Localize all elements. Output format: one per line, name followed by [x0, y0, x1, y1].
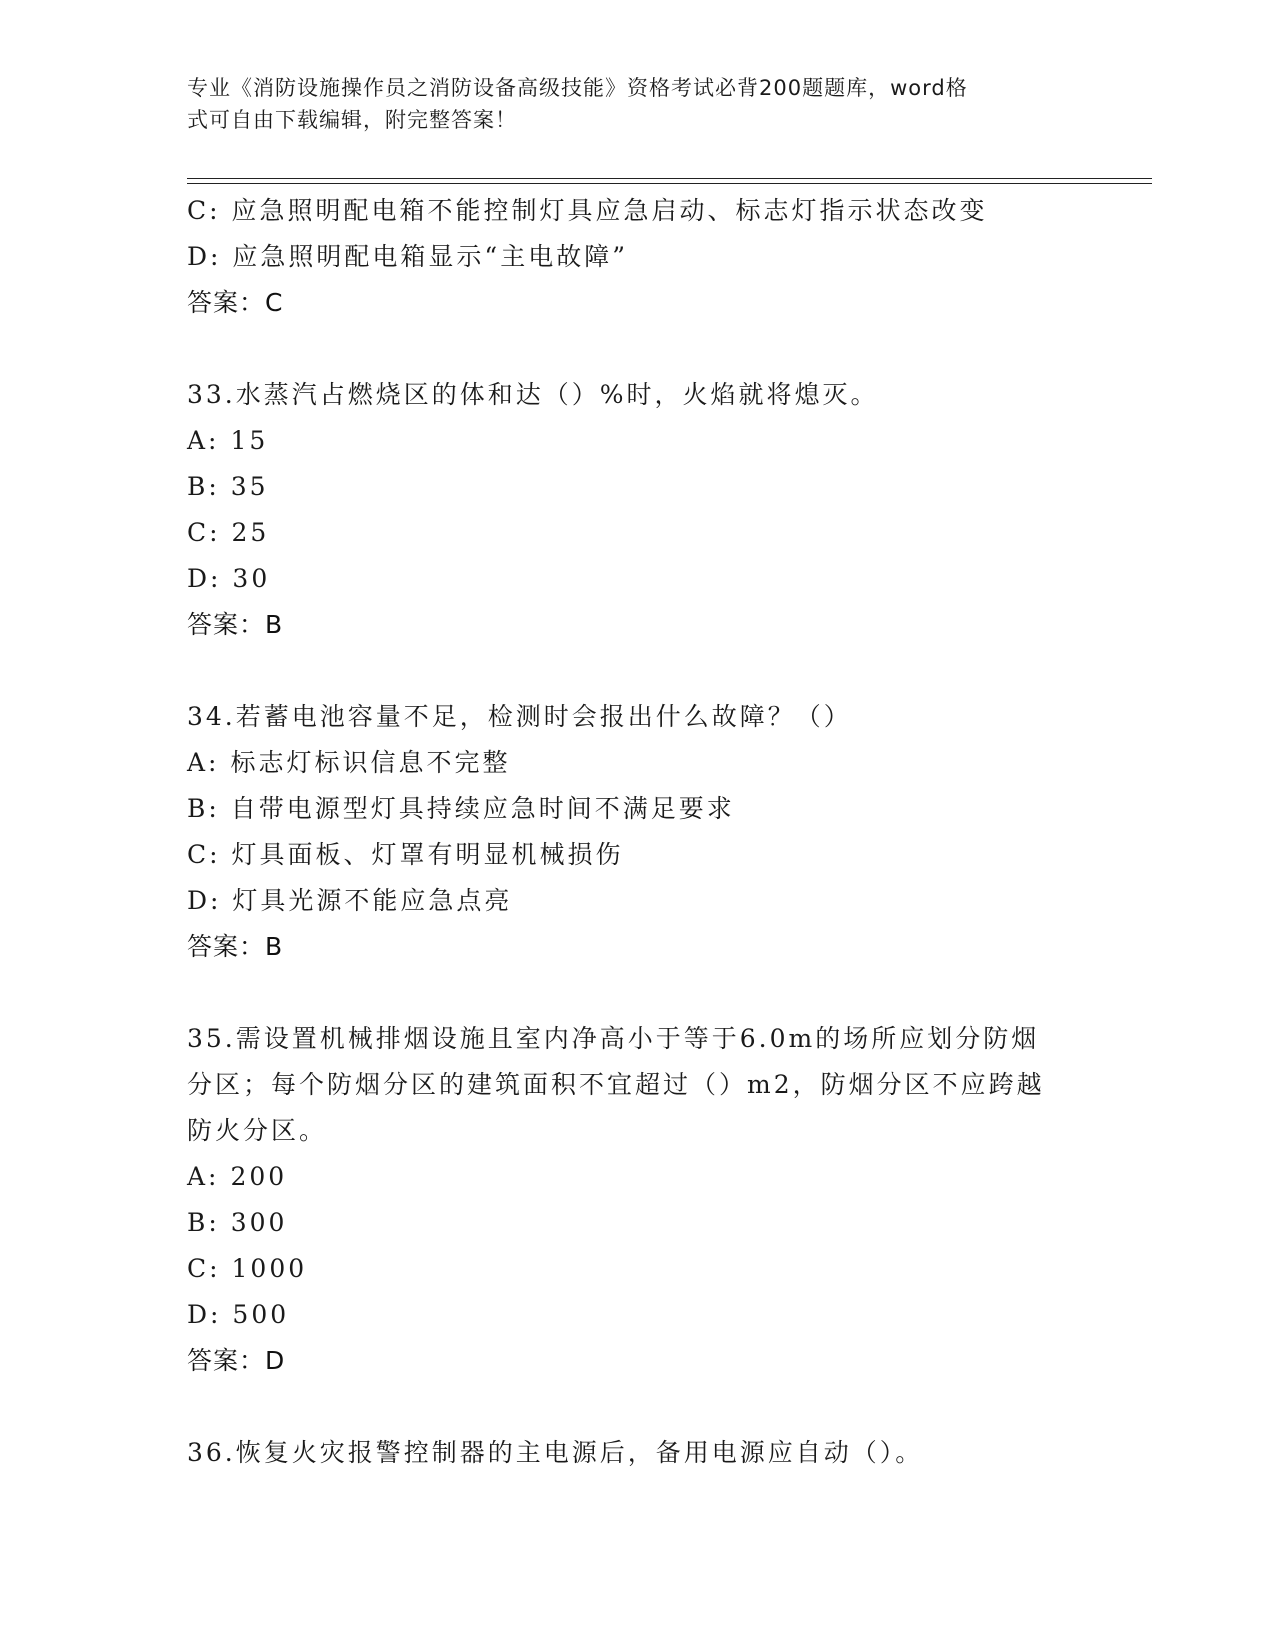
- question-36: [187, 1430, 1067, 1476]
- question-stem: 36.恢复火灾报警控制器的主电源后，备用电源应自动（）。: [187, 1438, 924, 1467]
- question-stem-line-1: 35.需设置机械排烟设施且室内净高小于等于6.0m的场所应划分防烟: [187, 1024, 1040, 1053]
- option-label: C:: [187, 1254, 221, 1283]
- spacer: [187, 970, 1067, 1016]
- option-label: C:: [187, 196, 221, 225]
- question-stem: 34.若蓄电池容量不足，检测时会报出什么故障？（）: [187, 702, 852, 731]
- header-divider-top: [187, 178, 1152, 179]
- question-35: [187, 1016, 1067, 1384]
- option-d: [187, 1292, 1067, 1338]
- spacer: [187, 326, 1067, 372]
- option-c: [187, 832, 1067, 878]
- document-header: [187, 72, 1067, 136]
- option-label: B:: [187, 472, 220, 501]
- option-text: 自带电源型灯具持续应急时间不满足要求: [230, 794, 735, 823]
- option-text: 应急照明配电箱显示“主电故障”: [232, 242, 628, 271]
- question-stem-line-3: 防火分区。: [187, 1116, 328, 1145]
- option-c: [187, 1246, 1067, 1292]
- option-c: [187, 188, 1067, 234]
- header-title-line-2: 式可自由下载编辑，附完整答案！: [187, 108, 517, 132]
- option-c: [187, 510, 1067, 556]
- option-text: 25: [231, 518, 270, 547]
- option-b: [187, 1200, 1067, 1246]
- option-label: A:: [187, 426, 220, 455]
- option-label: B:: [187, 1208, 220, 1237]
- option-a: [187, 418, 1067, 464]
- option-text: 应急照明配电箱不能控制灯具应急启动、标志灯指示状态改变: [231, 196, 988, 225]
- option-text: 35: [230, 472, 269, 501]
- question-stem: 33.水蒸汽占燃烧区的体和达（）%时，火焰就将熄灭。: [187, 380, 879, 409]
- option-label: D:: [187, 564, 222, 593]
- option-a: [187, 1154, 1067, 1200]
- option-label: B:: [187, 794, 220, 823]
- question-carryover: [187, 188, 1067, 326]
- option-text: 标志灯标识信息不完整: [230, 748, 511, 777]
- option-label: C:: [187, 840, 221, 869]
- option-label: D:: [187, 1300, 222, 1329]
- question-34: [187, 694, 1067, 970]
- header-title-line-1: 专业《消防设施操作员之消防设备高级技能》资格考试必背200题题库，word格: [187, 76, 968, 100]
- option-d: [187, 234, 1067, 280]
- answer-line: 答案：B: [187, 610, 284, 639]
- option-text: 200: [230, 1162, 288, 1191]
- option-d: [187, 556, 1067, 602]
- answer-line: 答案：C: [187, 288, 284, 317]
- spacer: [187, 1384, 1067, 1430]
- question-list: [187, 188, 1067, 1476]
- header-divider-bottom: [187, 183, 1152, 184]
- option-a: [187, 740, 1067, 786]
- option-b: [187, 786, 1067, 832]
- option-b: [187, 464, 1067, 510]
- option-text: 300: [230, 1208, 288, 1237]
- option-text: 30: [232, 564, 271, 593]
- option-label: A:: [187, 1162, 220, 1191]
- option-label: D:: [187, 242, 222, 271]
- option-label: D:: [187, 886, 222, 915]
- question-33: [187, 372, 1067, 648]
- option-text: 灯具面板、灯罩有明显机械损伤: [231, 840, 624, 869]
- option-label: C:: [187, 518, 221, 547]
- option-text: 1000: [231, 1254, 308, 1283]
- option-d: [187, 878, 1067, 924]
- answer-line: 答案：D: [187, 1346, 286, 1375]
- answer-line: 答案：B: [187, 932, 284, 961]
- spacer: [187, 648, 1067, 694]
- option-text: 500: [232, 1300, 290, 1329]
- option-text: 灯具光源不能应急点亮: [232, 886, 513, 915]
- question-stem-line-2: 分区；每个防烟分区的建筑面积不宜超过（）m2，防烟分区不应跨越: [187, 1070, 1045, 1099]
- option-text: 15: [230, 426, 269, 455]
- option-label: A:: [187, 748, 220, 777]
